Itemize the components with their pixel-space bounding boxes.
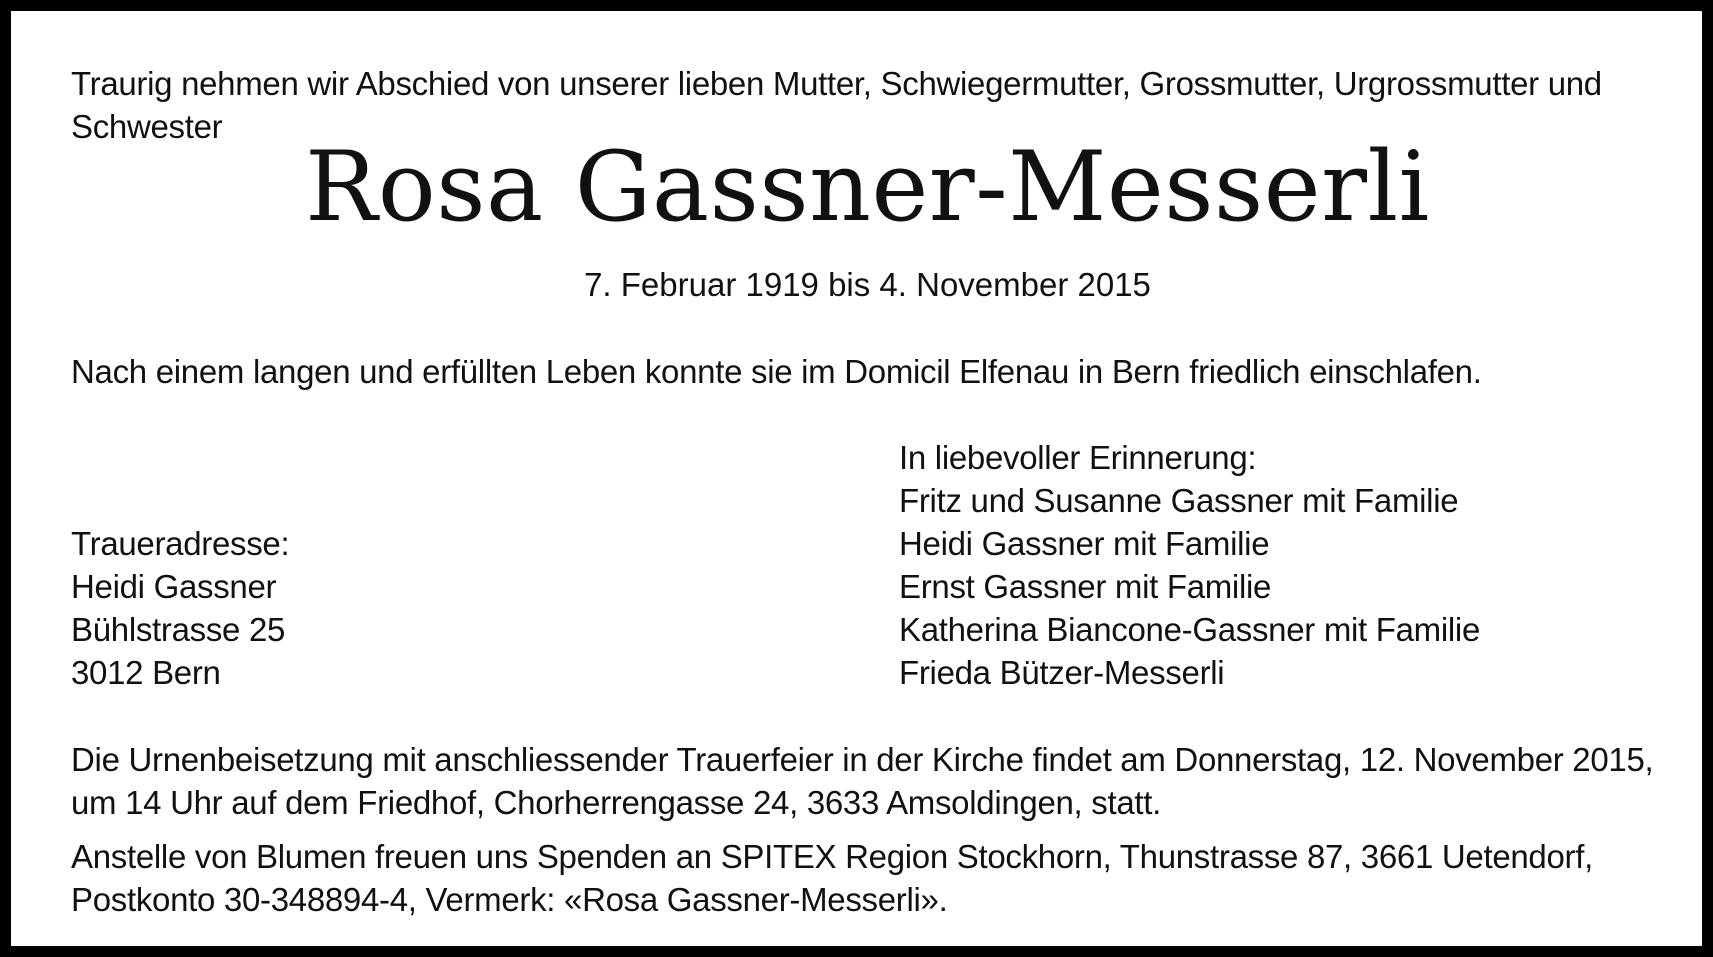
address-name: Heidi Gassner bbox=[71, 568, 277, 605]
mourner-item: Frieda Bützer-Messerli bbox=[899, 654, 1225, 691]
mourner-item: Katherina Biancone-Gassner mit Familie bbox=[899, 611, 1481, 648]
donation-line-2: Postkonto 30-348894-4, Vermerk: «Rosa Gassner-Messerli». bbox=[71, 881, 948, 918]
intro-line-1: Traurig nehmen wir Abschied von unserer lieben Mutter, Schwiegermutter, Grossmutter, Urgrossmutter und bbox=[71, 65, 1602, 102]
address-city: 3012 Bern bbox=[71, 654, 221, 691]
donation-line-1: Anstelle von Blumen freuen uns Spenden an SPITEX Region Stockhorn, Thunstrasse 87, 3661 Uetendorf, bbox=[71, 838, 1593, 875]
mourners-list bbox=[899, 479, 1480, 694]
mourner-item: Fritz und Susanne Gassner mit Familie bbox=[899, 482, 1459, 519]
life-dates: 7. Februar 1919 bis 4. November 2015 bbox=[584, 266, 1151, 303]
mourner-item: Ernst Gassner mit Familie bbox=[899, 568, 1272, 605]
ceremony-line-2: um 14 Uhr auf dem Friedhof, Chorherrengasse 24, 3633 Amsoldingen, statt. bbox=[71, 784, 1162, 821]
deceased-name: Rosa Gassner-Messerli bbox=[305, 131, 1430, 243]
mourner-item: Heidi Gassner mit Familie bbox=[899, 525, 1270, 562]
address-label: Traueradresse: bbox=[71, 525, 290, 562]
memory-heading: In liebevoller Erinnerung: bbox=[899, 439, 1257, 476]
ceremony-line-1: Die Urnenbeisetzung mit anschliessender Trauerfeier in der Kirche findet am Donnerstag, 12. November 2015, bbox=[71, 741, 1654, 778]
farewell-sentence: Nach einem langen und erfüllten Leben konnte sie im Domicil Elfenau in Bern friedlich einschlafen. bbox=[71, 353, 1482, 390]
intro-line-2: Schwester bbox=[71, 108, 223, 145]
address-street: Bühlstrasse 25 bbox=[71, 611, 286, 648]
